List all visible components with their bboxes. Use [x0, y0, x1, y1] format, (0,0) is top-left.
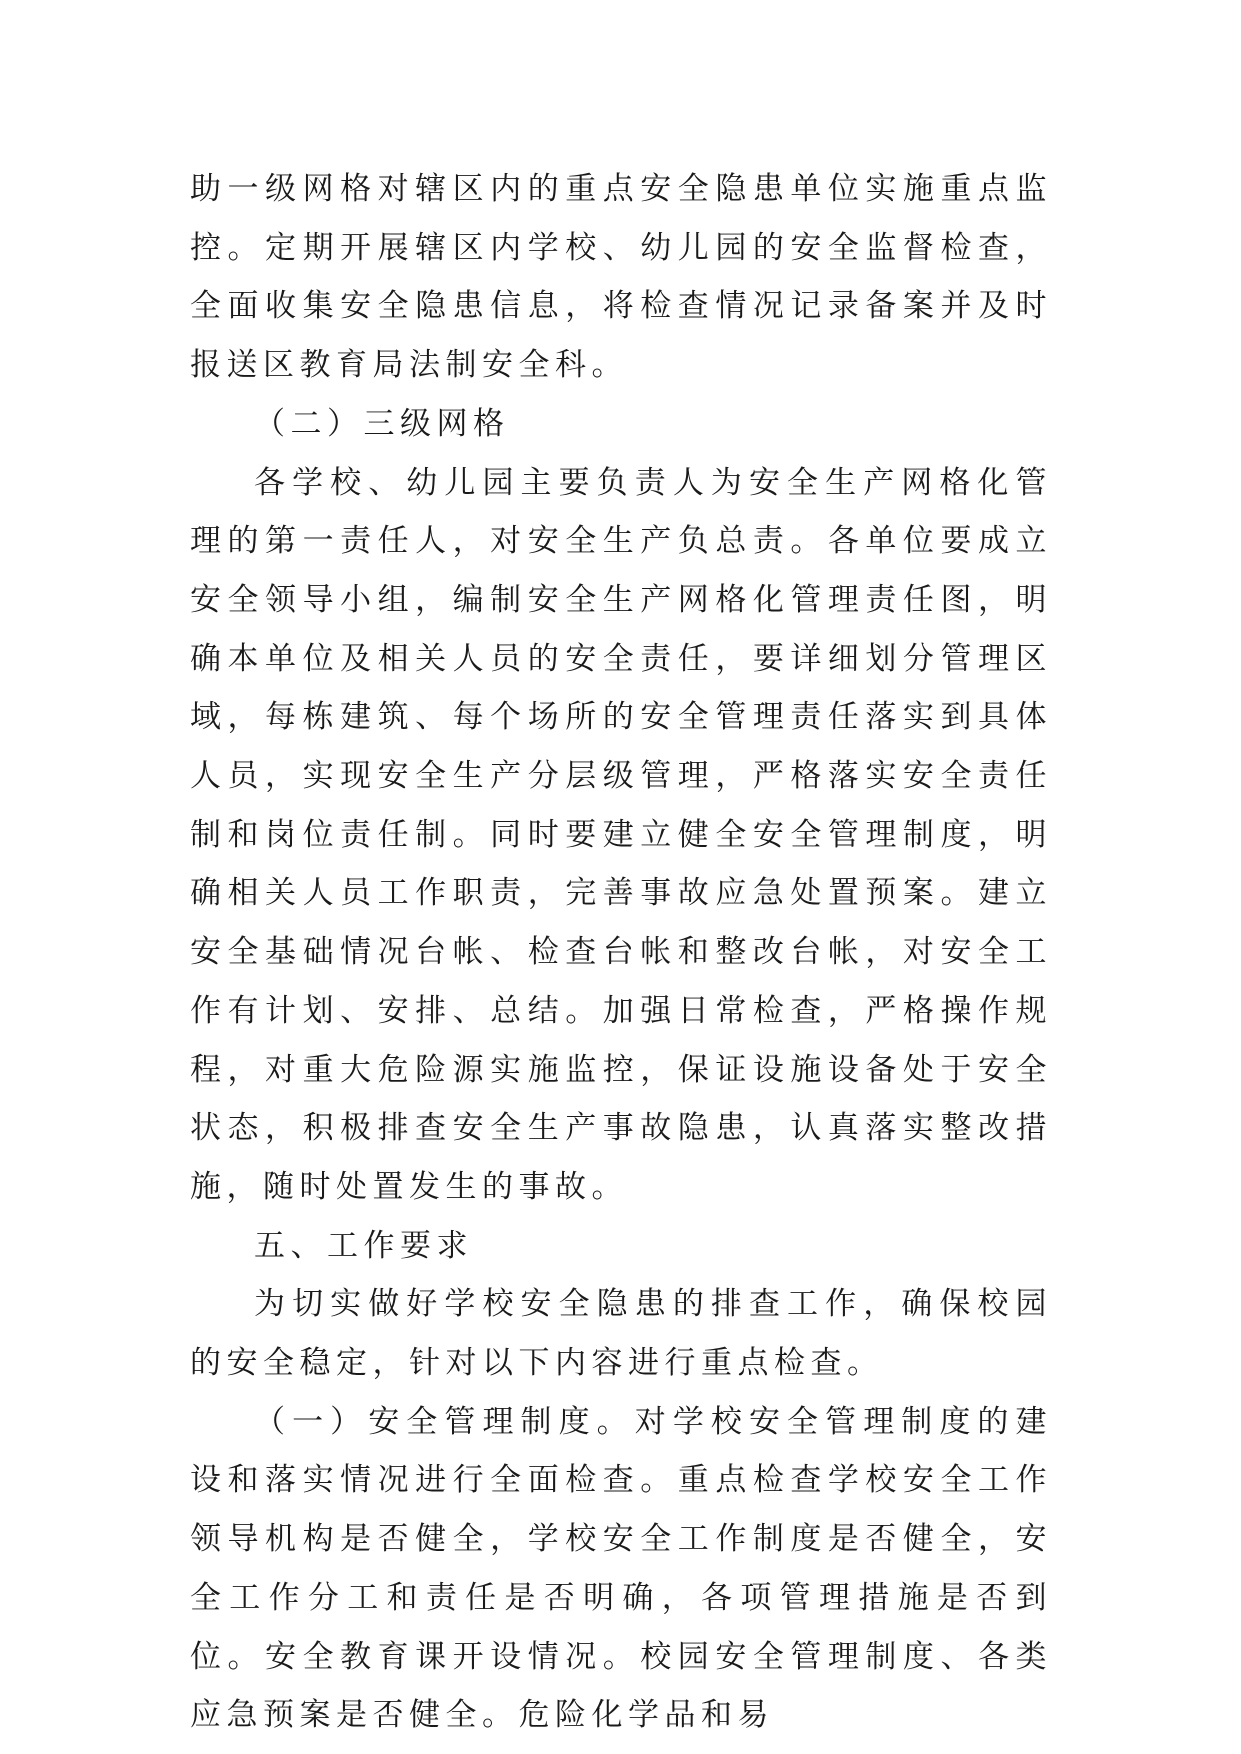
paragraph-continuation: 助一级网格对辖区内的重点安全隐患单位实施重点监控。定期开展辖区内学校、幼儿园的安全监督检查，全面收集安全隐患信息，将检查情况记录备案并及时报送区教育局法制安全科。 [190, 171, 1052, 384]
document-body [190, 160, 1052, 1745]
paragraph-safety-management-system: （一）安全管理制度。对学校安全管理制度的建设和落实情况进行全面检查。重点检查学校安全工作领导机构是否健全，学校安全工作制度是否健全，安全工作分工和责任是否明确，各项管理措施是否到位。安全教育课开设情况。校园安全管理制度、各类应急预案是否健全。危险化学品和易 [190, 1403, 1052, 1734]
paragraph-level-three-grid: 各学校、幼儿园主要负责人为安全生产网格化管理的第一责任人，对安全生产负总责。各单位要成立安全领导小组，编制安全生产网格化管理责任图，明确本单位及相关人员的安全责任，要详细划分管理区域，每栋建筑、每个场所的安全管理责任落实到具体人员，实现安全生产分层级管理，严格落实安全责任制和岗位责任制。同时要建立健全安全管理制度，明确相关人员工作职责，完善事故应急处置预案。建立安全基础情况台帐、检查台帐和整改台帐，对安全工作有计划、安排、总结。加强日常检查，严格操作规程，对重大危险源实施监控，保证设施设备处于安全状态，积极排查安全生产事故隐患，认真落实整改措施，随时处置发生的事故。 [190, 464, 1052, 1205]
section-heading-work-requirements: 五、工作要求 [254, 1227, 473, 1264]
section-heading-level-three-grid: （二）三级网格 [254, 405, 510, 442]
paragraph-work-requirements-intro: 为切实做好学校安全隐患的排查工作，确保校园的安全稳定，针对以下内容进行重点检查。 [190, 1286, 1052, 1382]
